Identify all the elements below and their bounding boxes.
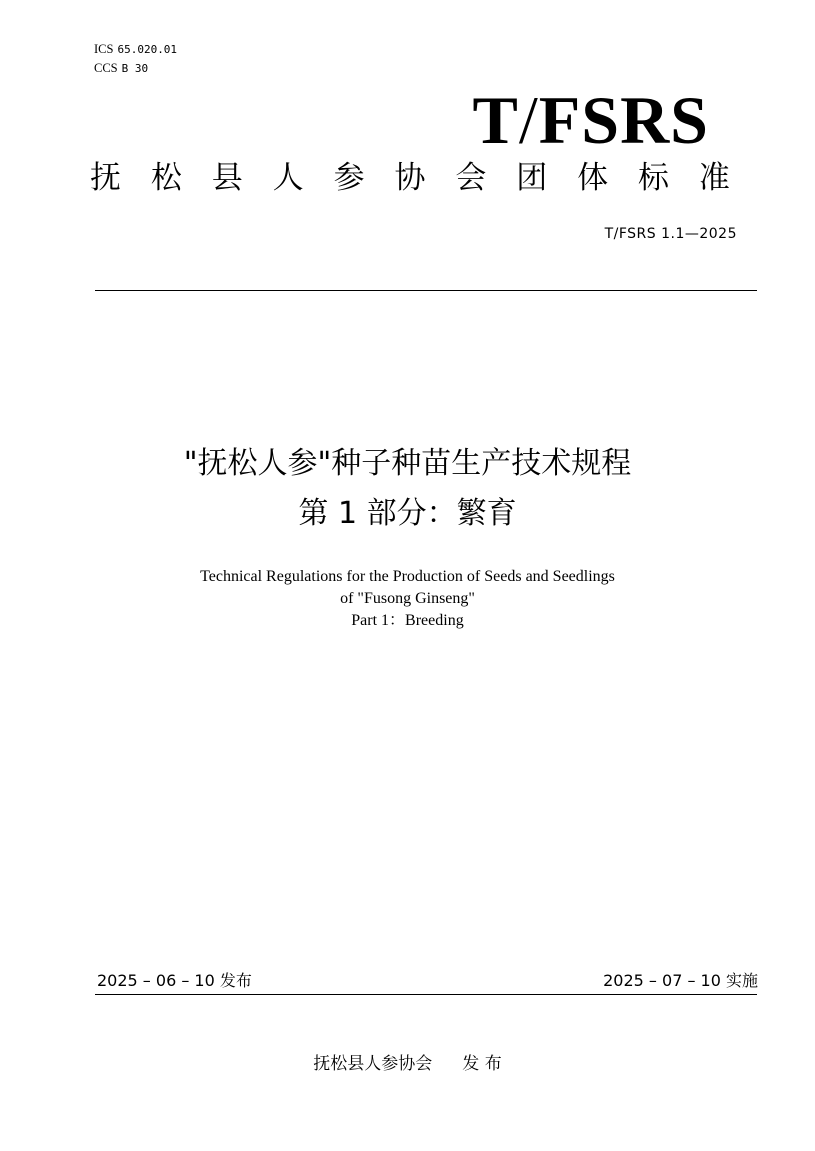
english-title-line2: of "Fusong Ginseng" — [340, 590, 475, 607]
classification-block — [94, 40, 177, 78]
org-name-char: 人 — [272, 160, 304, 196]
org-name-char: 团 — [516, 160, 548, 196]
bottom-divider — [95, 994, 757, 995]
org-code-suffix: FSRS — [538, 82, 709, 158]
org-name-char: 县 — [211, 160, 243, 196]
org-standard-name — [90, 156, 730, 200]
org-name-char: 松 — [150, 160, 182, 196]
org-name-char: 准 — [698, 160, 730, 196]
ccs-label: CCS — [94, 61, 118, 75]
english-title-line1: Technical Regulations for the Production of Seeds and Seedlings — [200, 568, 615, 585]
org-name-char: 标 — [638, 160, 670, 196]
ics-code: 65.020.01 — [117, 43, 178, 56]
org-name-char: 体 — [577, 160, 609, 196]
top-divider — [95, 290, 757, 291]
ics-line — [94, 40, 177, 59]
issuer-name: 抚松县人参协会 — [313, 1054, 433, 1074]
org-code — [472, 80, 709, 160]
org-code-slash: / — [518, 82, 539, 158]
standard-number: T/FSRS 1.1—2025 — [604, 226, 737, 242]
org-name-char: 参 — [333, 160, 365, 196]
english-title-line3: Part 1：Breeding — [351, 612, 464, 629]
org-name-char: 会 — [455, 160, 487, 196]
org-name-char: 协 — [394, 160, 426, 196]
publish-date: 2025 – 06 – 10 发布 — [97, 971, 252, 990]
ccs-line — [94, 59, 177, 78]
implement-date: 2025 – 07 – 10 实施 — [603, 971, 758, 990]
org-name-char: 抚 — [90, 160, 121, 196]
issuer-line — [0, 1052, 815, 1076]
issuer-action: 发 布 — [462, 1054, 502, 1074]
ics-label: ICS — [94, 42, 114, 56]
chinese-title-line1: "抚松人参"种子种苗生产技术规程 — [183, 446, 632, 481]
ccs-code: B 30 — [121, 62, 149, 75]
chinese-title-line2: 第 1 部分：繁育 — [298, 496, 517, 531]
org-code-prefix: T — [472, 82, 519, 158]
